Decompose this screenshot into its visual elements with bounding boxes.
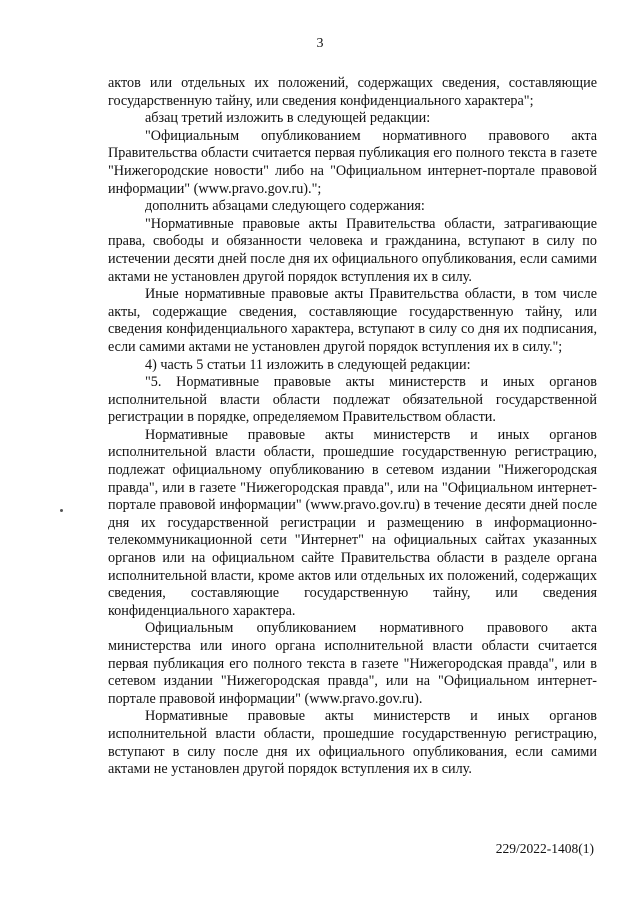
paragraph: дополнить абзацами следующего содержания: — [145, 198, 425, 215]
paragraph: "Нормативные правовые акты Правительства области, затрагивающие права, свободы и обязанности человека и гражданина, вступают в силу по истечении десяти дней после дня их официального опубликования, если самими актами не установлен другой порядок вступления их в силу. — [108, 215, 597, 285]
paragraph: "Официальным опубликованием нормативного правового акта Правительства области считается первая публикация его полного текста в газете "Нижегородские новости" либо на "Официальном интернет-портале правовой информации" (www.pravo.gov.ru)."; — [108, 127, 597, 197]
document-code: 229/2022-1408(1) — [495, 841, 594, 856]
page-number: 3 — [316, 36, 324, 51]
paragraph: Официальным опубликованием нормативного правового акта министерства или иного органа исполнительной власти области считается первая публикация его полного текста в газете "Нижегородская правда", или в сетевом издании "Нижегородская правда", или на "Официальном интернет-портале правовой информации" (www.pravo.gov.ru). — [108, 620, 597, 707]
scan-speck — [60, 509, 63, 512]
paragraph: абзац третий изложить в следующей редакции: — [145, 110, 431, 127]
paragraph: актов или отдельных их положений, содержащих сведения, составляющие государственную тайну, или сведения конфиденциального характера"; — [108, 75, 597, 109]
paragraph: "5. Нормативные правовые акты министерств и иных органов исполнительной власти области подлежат обязательной государственной регистрации в порядке, определяемом Правительством области. — [108, 374, 597, 426]
paragraph: Нормативные правовые акты министерств и иных органов исполнительной власти области, прошедшие государственную регистрацию, подлежат официальному опубликованию в сетевом издании "Нижегородская правда", или в газете "Нижегородская правда", или на "Официальном интернет-портале правовой информации" (www.pravo.gov.ru) в течение десяти дней после дня их государственной регистрации и размещению в информационно-телекоммуникационной сети "Интернет" на официальных сайтах указанных органов или на официальном сайте Правительства области в разделе органа исполнительной власти, кроме актов или отдельных их положений, содержащих сведения, составляющие государственную тайну, или сведения конфиденциального характера. — [108, 426, 597, 619]
paragraph: 4) часть 5 статьи 11 изложить в следующей редакции: — [145, 356, 471, 373]
paragraph: Нормативные правовые акты министерств и иных органов исполнительной власти области, прошедшие государственную регистрацию, вступают в силу после дня их официального опубликования, если самими актами не установлен другой порядок вступления их в силу. — [108, 708, 597, 778]
document-body — [108, 75, 597, 779]
paragraph: Иные нормативные правовые акты Правительства области, в том числе акты, содержащие сведения, составляющие государственную тайну, или сведения конфиденциального характера, вступают в силу со дня их подписания, если самими актами не установлен другой порядок вступления их в силу."; — [108, 286, 597, 355]
